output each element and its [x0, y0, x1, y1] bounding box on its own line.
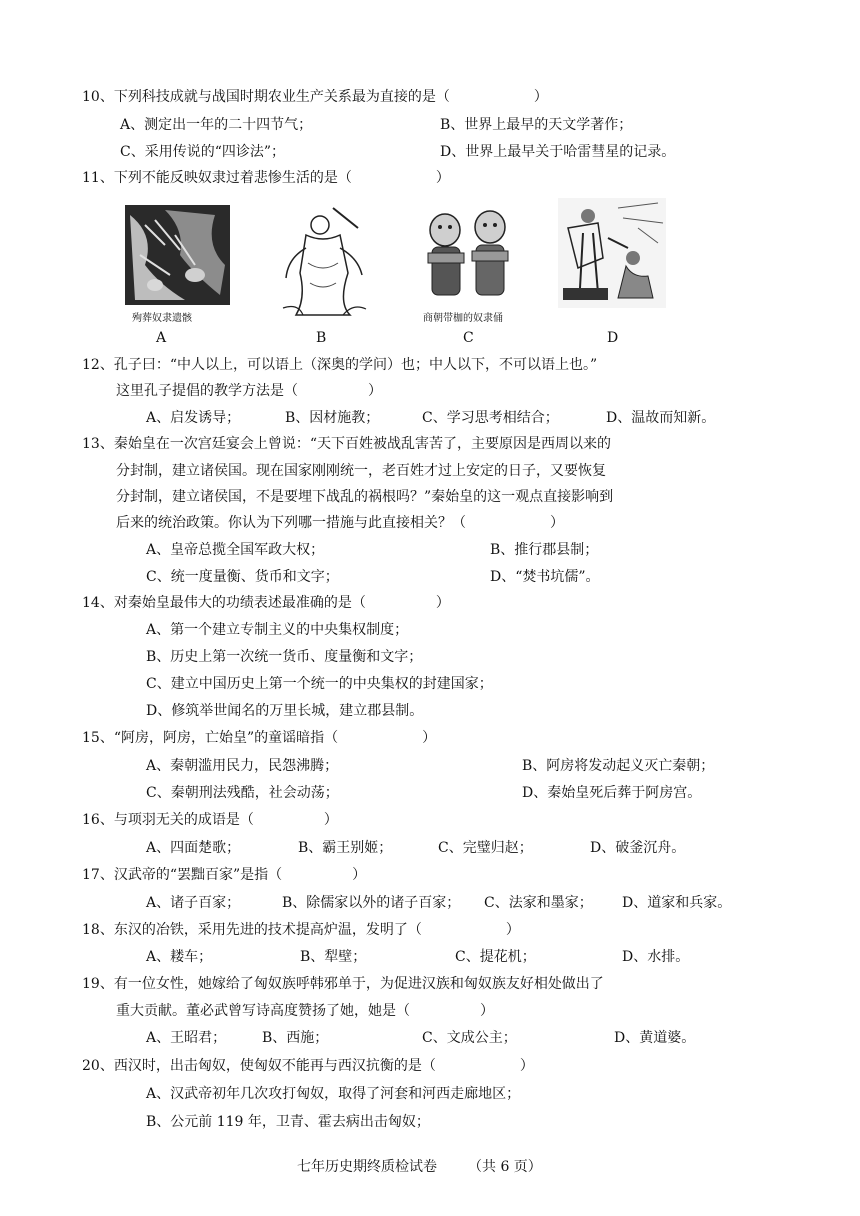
- q11-label-c: C: [463, 330, 474, 346]
- q17-option-a: A、诸子百家；: [146, 895, 241, 911]
- q14-option-c: C、建立中国历史上第一个统一的中央集权的封建国家；: [146, 676, 493, 692]
- q19-stem-line2: 重大贡献。董必武曾写诗高度赞扬了她，她是（ ）: [116, 1003, 494, 1019]
- q15-option-d: D、秦始皇死后葬于阿房宫。: [522, 785, 702, 801]
- q19-stem-line1: 19、有一位女性，她嫁给了匈奴族呼韩邪单于，为促进汉族和匈奴族友好相处做出了: [82, 976, 604, 992]
- q15-option-a: A、秦朝滥用民力，民怨沸腾；: [146, 758, 339, 774]
- q12-stem-line1: 12、孔子曰：“中人以上，可以语上（深奥的学问）也；中人以下，不可以语上也。”: [82, 357, 598, 373]
- q13-option-b: B、推行郡县制；: [490, 542, 599, 558]
- q17-stem: 17、汉武帝的“罢黜百家”是指（ ）: [82, 867, 367, 883]
- q15-stem: 15、“阿房，阿房，亡始皇”的童谣暗指（ ）: [82, 730, 437, 746]
- q18-option-c: C、提花机；: [455, 949, 536, 965]
- official-figure-picture: [278, 203, 368, 321]
- q16-option-c: C、完璧归赵；: [438, 840, 533, 856]
- footer-title: 七年历史期终质检试卷: [297, 1159, 437, 1175]
- slave-figurines-picture: [420, 205, 520, 305]
- q11-label-b: B: [316, 330, 327, 346]
- q17-option-c: C、法家和墨家；: [484, 895, 593, 911]
- q10-option-b: B、世界上最早的天文学著作；: [440, 117, 633, 133]
- q12-option-c: C、学习思考相结合；: [422, 410, 559, 426]
- q19-option-c: C、文成公主；: [422, 1030, 517, 1046]
- q11-label-d: D: [607, 330, 619, 346]
- q15-option-b: B、阿房将发动起义灭亡秦朝；: [522, 758, 715, 774]
- q13-stem-line1: 13、秦始皇在一次宫廷宴会上曾说：“天下百姓被战乱害苦了，主要原因是西周以来的: [82, 436, 611, 452]
- punishment-scene-picture: [558, 198, 666, 308]
- q11-image-c: [420, 205, 520, 305]
- q11-image-a: [125, 205, 230, 305]
- q15-option-c: C、秦朝刑法残酷，社会动荡；: [146, 785, 339, 801]
- q13-stem-line4: 后来的统治政策。你认为下列哪一措施与此直接相关？（ ）: [116, 515, 564, 531]
- q18-option-b: B、犁壁；: [300, 949, 367, 965]
- q10-stem: 10、下列科技成就与战国时期农业生产关系最为直接的是（ ）: [82, 89, 548, 105]
- q13-option-c: C、统一度量衡、货币和文字；: [146, 569, 339, 585]
- q14-option-a: A、第一个建立专制主义的中央集权制度；: [146, 622, 409, 638]
- q14-stem: 14、对秦始皇最伟大的功绩表述最准确的是（ ）: [82, 595, 450, 611]
- q10-option-c: C、采用传说的“四诊法”；: [120, 144, 286, 160]
- q18-stem: 18、东汉的冶铁，采用先进的技术提高炉温，发明了（ ）: [82, 922, 520, 938]
- q12-stem-line2: 这里孔子提倡的教学方法是（ ）: [116, 383, 382, 399]
- q16-option-a: A、四面楚歌；: [146, 840, 241, 856]
- q20-option-b: B、公元前 119 年，卫青、霍去病出击匈奴；: [146, 1114, 430, 1130]
- q10-option-a: A、测定出一年的二十四节气；: [120, 117, 313, 133]
- q14-option-b: B、历史上第一次统一货币、度量衡和文字；: [146, 649, 423, 665]
- q11-image-d: [558, 198, 666, 308]
- q12-option-d: D、温故而知新。: [606, 410, 716, 426]
- q11-caption-c: 商朝带枷的奴隶俑: [423, 313, 503, 324]
- q11-caption-a: 殉葬奴隶遗骸: [132, 313, 192, 324]
- q12-option-b: B、因材施教；: [285, 410, 380, 426]
- q16-option-b: B、霸王别姬；: [298, 840, 393, 856]
- q16-option-d: D、破釜沉舟。: [590, 840, 686, 856]
- q17-option-d: D、道家和兵家。: [622, 895, 732, 911]
- q11-stem: 11、下列不能反映奴隶过着悲惨生活的是（ ）: [82, 170, 450, 186]
- q19-option-b: B、西施；: [262, 1030, 329, 1046]
- q19-option-a: A、王昭君；: [146, 1030, 227, 1046]
- q12-option-a: A、启发诱导；: [146, 410, 241, 426]
- q20-option-a: A、汉武帝初年几次攻打匈奴，取得了河套和河西走廊地区；: [146, 1086, 521, 1102]
- q18-option-a: A、耧车；: [146, 949, 213, 965]
- q19-option-d: D、黄道婆。: [614, 1030, 696, 1046]
- q14-option-d: D、修筑举世闻名的万里长城，建立郡县制。: [146, 703, 424, 719]
- skeleton-remains-picture: [125, 205, 230, 305]
- q11-image-b: [278, 203, 368, 321]
- q13-option-d: D、“焚书坑儒”。: [490, 569, 600, 585]
- footer-page-count: （共 6 页）: [468, 1159, 542, 1175]
- q13-stem-line3: 分封制，建立诸侯国，不是要埋下战乱的祸根吗？”秦始皇的这一观点直接影响到: [116, 489, 614, 505]
- q16-stem: 16、与项羽无关的成语是（ ）: [82, 812, 338, 828]
- q20-stem: 20、西汉时，出击匈奴，使匈奴不能再与西汉抗衡的是（ ）: [82, 1058, 534, 1074]
- q18-option-d: D、水排。: [622, 949, 690, 965]
- q13-option-a: A、皇帝总揽全国军政大权；: [146, 542, 325, 558]
- q11-label-a: A: [156, 330, 167, 346]
- q13-stem-line2: 分封制，建立诸侯国。现在国家刚刚统一，老百姓才过上安定的日子，又要恢复: [116, 463, 606, 479]
- q17-option-b: B、除儒家以外的诸子百家；: [282, 895, 461, 911]
- q10-option-d: D、世界上最早关于哈雷彗星的记录。: [440, 144, 676, 160]
